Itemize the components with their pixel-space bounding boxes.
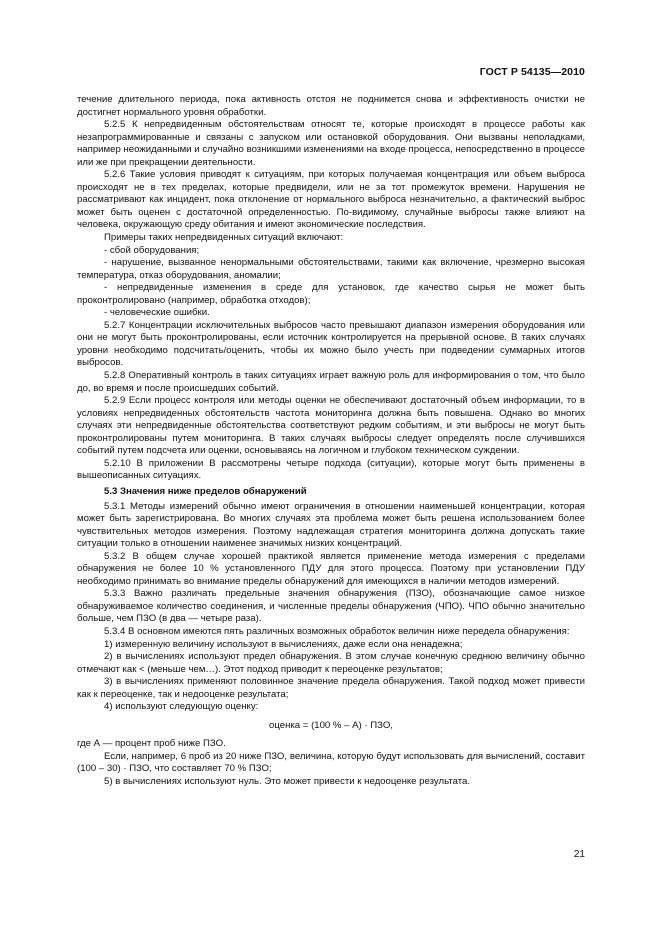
list-item: 1) измеренную величину используют в вычислениях, даже если она ненадежна; [104, 638, 463, 650]
paragraph: 5.2.6 Такие условия приводят к ситуациям, при которых получаемая концентрация или объем выброса происходят не в тех пределах, которые предвидели, или не за тот промежуток времени. Нарушения не рассматривают как инцидент, пока отклонение от нормального выброса незначительно, а фактический выброс может быть оценен с достаточной определенностью. По-видимому, случайные выбросы также влияют на человека, окружающую среду обитания и имеют экономические последствия. [77, 169, 585, 231]
paragraph: 5.3.1 Методы измерений обычно имеют ограничения в отношении наименьшей концентрации, которая может быть зарегистрирована. Во многих случаях эта проблема может быть решена использованием более чувствительных методов измерения. Поэтому надлежащая стратегия мониторинга должна допускать такие ситуации только в отношении наименее значимых низких концентраций. [77, 500, 585, 550]
formula-legend: где А — процент проб ниже ПЗО. [77, 738, 226, 750]
list-item: 3) в вычислениях применяют половинное значение предела обнаружения. Такой подход может привести как к переоценке, так и недооценке результата; [77, 676, 585, 700]
paragraph: 5.2.7 Концентрации исключительных выбросов часто превышают диапазон измерения оборудования или они не могут быть проконтролированы, если источник контролируется на прерывной основе. В таких случаях уровни необходимо подсчитать/оценить, чтобы их можно было учесть при подведении суммарных итогов выбросов. [77, 319, 585, 369]
section-heading: 5.3 Значения ниже пределов обнаружений [104, 485, 307, 497]
list-item: - нарушение, вызванное ненормальными обстоятельствами, такими как включение, чрезмерно высокая температура, отказ оборудования, аномалии; [77, 257, 585, 281]
list-item: - непредвиденные изменения в среде для установок, где качество сырья не может быть проконтролировано (например, обработка отходов); [77, 282, 585, 306]
paragraph: Если, например, 6 проб из 20 ниже ПЗО, величина, которую будут использовать для вычислений, составит (100 – 30) · ПЗО, что составляет 70 % ПЗО; [77, 750, 585, 775]
paragraph: 5.2.5 К непредвиденным обстоятельствам относят те, которые происходят в процессе работы как незапрограммированные и связаны с запуском или остановкой оборудования. Они вызваны неполадками, например неожиданными и случайно возникшими изменениями на входе процесса, непосредственно в процессе или же при прекращении деятельности. [77, 119, 585, 168]
document-header: ГОСТ Р 54135—2010 [479, 66, 585, 78]
list-item: - человеческие ошибки. [104, 307, 210, 319]
list-item: 2) в вычислениях используют предел обнаружения. В этом случае конечную среднюю величину обычно отмечают как < (меньше чем…). Этот подход приводит к переоценке результатов; [77, 651, 585, 675]
paragraph: течение длительного периода, пока активность отстоя не поднимется снова и эффективность очистки не достигнет нормального уровня обработки. [77, 94, 585, 118]
list-item: 4) используют следующую оценку: [104, 701, 259, 713]
paragraph: 5.3.4 В основном имеются пять различных возможных обработок величин ниже передела обнаружения: [104, 625, 570, 637]
paragraph: 5.2.9 Если процесс контроля или методы оценки не обеспечивают достаточный объем информации, то в условиях непредвиденных обстоятельств частота мониторинга должна быть повышена. Однако во многих случаях эти непредвиденные обстоятельства соответствуют редким событиям, и эти выбросы не могут быть проконтролированы путем мониторинга. В таких случаях выбросы следует определять после случившихся событий путем подсчета или оценки, основываясь на логичном и глубоком техническом суждении. [77, 395, 585, 457]
paragraph: 5.3.2 В общем случае хорошей практикой является применение метода измерения с пределами обнаружения не более 10 % установленного ПДУ для этого процесса. Поэтому при установлении ПДУ необходимо принимать во внимание пределы обнаружений для имеющихся в наличии методов измерений. [77, 550, 585, 587]
list-item: - сбой оборудования; [104, 244, 200, 256]
paragraph: 5.2.10 В приложении В рассмотрены четыре подхода (ситуации), которые могут быть применены в вышеописанных ситуациях. [77, 457, 585, 482]
page-number: 21 [573, 849, 585, 860]
paragraph: 5.2.8 Оперативный контроль в таких ситуациях играет важную роль для информирования о том, что было до, во время и после происшедших событий. [77, 370, 585, 394]
paragraph: Примеры таких непредвиденных ситуаций включают: [104, 232, 344, 244]
list-item: 5) в вычислениях используют нуль. Это может привести к недооценке результата. [104, 775, 471, 787]
formula: оценка = (100 % – А) · ПЗО, [269, 719, 393, 731]
paragraph: 5.3.3 Важно различать предельные значения обнаружения (ПЗО), обозначающие самое низкое обнаруживаемое количество соединения, и численные пределы обнаружения (ЧПО). ЧПО обычно значительно больше, чем ПЗО (в два — четыре раза). [77, 588, 585, 625]
body-text [77, 94, 585, 789]
